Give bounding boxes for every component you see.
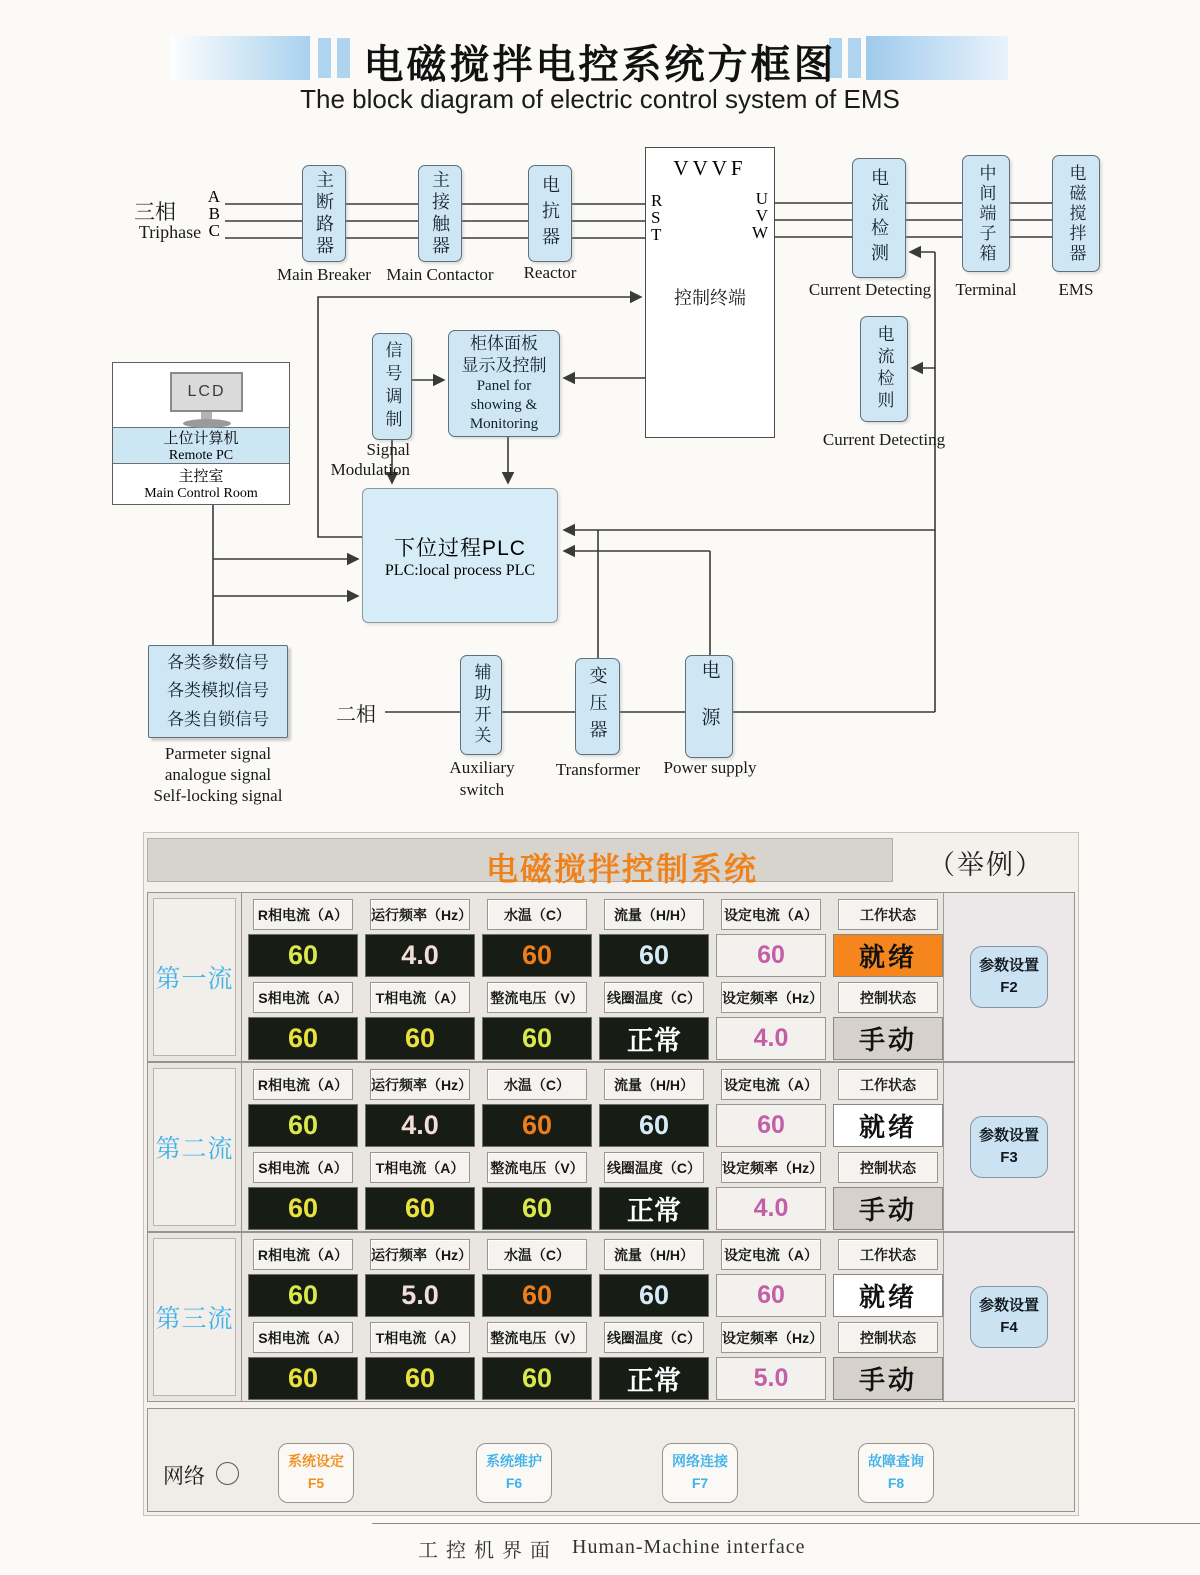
field-value: 60	[599, 1274, 709, 1317]
fkey-label: 系统设定	[288, 1453, 344, 1470]
remote-pc-band	[113, 427, 289, 463]
control-room-label-en: Main Control Room	[144, 486, 258, 502]
hmi-column	[248, 893, 358, 1061]
current-detecting-box-2: 电流检则	[860, 316, 908, 422]
field-value: 60	[716, 934, 826, 977]
fkey-key: F6	[505, 1475, 523, 1491]
field-header: 设定频率（Hz）	[721, 982, 821, 1013]
hmi-column	[248, 1063, 358, 1231]
field-header: 水温（C）	[487, 1069, 587, 1100]
main-contactor-caption: Main Contactor	[386, 265, 494, 284]
terminal-box: 中间端子箱	[962, 155, 1010, 272]
param-set-fkey: F3	[1000, 1149, 1018, 1166]
field-value: 60	[482, 1274, 592, 1317]
field-header: 控制状态	[838, 982, 938, 1013]
field-header: 水温（C）	[487, 899, 587, 930]
field-header: 工作状态	[838, 1239, 938, 1270]
field-value: 60	[248, 1187, 358, 1230]
system-config-f5-button[interactable]	[278, 1443, 354, 1503]
flow-label: 第一流	[153, 898, 236, 1056]
fkey-label: 系统维护	[486, 1453, 542, 1470]
auxiliary-switch-box: 辅助开关	[460, 655, 502, 755]
field-header: 设定电流（A）	[721, 899, 821, 930]
hmi-column	[482, 893, 592, 1061]
hmi-column	[833, 1233, 943, 1401]
field-header: R相电流（A）	[253, 1069, 353, 1100]
local-process-plc-box	[362, 488, 558, 623]
field-header: 控制状态	[838, 1322, 938, 1353]
field-header: 运行频率（Hz）	[370, 899, 470, 930]
param-button-cell	[943, 893, 1074, 1061]
main-breaker-caption: Main Breaker	[277, 265, 371, 284]
field-value: 60	[248, 1274, 358, 1317]
field-value: 60	[365, 1017, 475, 1060]
field-header: S相电流（A）	[253, 1152, 353, 1183]
hmi-column	[365, 893, 475, 1061]
current-detecting-caption-2: Current Detecting	[822, 430, 946, 449]
work-status-value: 就绪	[833, 1104, 943, 1147]
cabinet-panel-text-en1: Panel for	[476, 378, 532, 395]
hmi-column	[716, 893, 826, 1061]
transformer-caption: Transformer	[555, 760, 641, 779]
field-header: 流量（H/H）	[604, 1239, 704, 1270]
main-contactor-box: 主接触器	[418, 165, 462, 262]
auxiliary-switch-caption-1: Auxiliary	[449, 758, 515, 777]
network-connect-f7-button[interactable]	[662, 1443, 738, 1503]
signal-modulation-caption-1: Signal	[366, 440, 410, 459]
flow-label-cell	[148, 893, 242, 1061]
lcd-base	[183, 419, 231, 428]
ems-stirrer-box: 电磁搅拌器	[1052, 155, 1100, 272]
cabinet-panel-text-cn1: 柜体面板	[470, 334, 538, 354]
signals-caption-1: Parmeter signal	[164, 744, 272, 763]
remote-pc-label-cn: 上位计算机	[163, 429, 239, 447]
page-caption-cn: 工控机界面	[418, 1540, 558, 1562]
page-title-en: The block diagram of electric control system of EMS	[300, 84, 900, 114]
field-header: 整流电压（V）	[487, 982, 587, 1013]
vvvf-input-s: S	[651, 208, 661, 227]
lcd-screen: LCD	[170, 372, 243, 412]
field-header: 整流电压（V）	[487, 1152, 587, 1183]
control-room-band	[113, 463, 289, 504]
field-value: 60	[248, 1017, 358, 1060]
field-header: 设定频率（Hz）	[721, 1322, 821, 1353]
main-breaker-box: 主断路器	[302, 165, 346, 262]
field-header: S相电流（A）	[253, 1322, 353, 1353]
phase-b-label: B	[208, 204, 220, 223]
phase-c-label: C	[208, 221, 220, 240]
power-supply-box: 电源	[685, 655, 733, 758]
field-value: 60	[365, 1357, 475, 1400]
param-set-f4-button[interactable]	[970, 1286, 1048, 1348]
current-detecting-caption-1: Current Detecting	[808, 280, 932, 299]
terminal-caption: Terminal	[955, 280, 1017, 299]
hmi-flow-row-1	[147, 892, 1075, 1062]
hmi-flow-row-2	[147, 1062, 1075, 1232]
hmi-column	[599, 1233, 709, 1401]
cabinet-panel-text-cn2: 显示及控制	[461, 356, 547, 376]
fkey-key: F7	[691, 1475, 709, 1491]
field-value: 60	[482, 1104, 592, 1147]
hmi-column	[716, 1233, 826, 1401]
vvvf-output-u: U	[755, 189, 768, 208]
param-set-label: 参数设置	[978, 956, 1039, 974]
field-value: 60	[482, 1187, 592, 1230]
field-value: 4.0	[365, 934, 475, 977]
signals-line-1: 各类参数信号	[167, 653, 269, 673]
caption-divider	[372, 1523, 1200, 1524]
vvvf-input-t: T	[651, 225, 662, 244]
signals-line-2: 各类模拟信号	[167, 681, 269, 701]
page-caption-en: Human-Machine interface	[572, 1536, 806, 1558]
fkey-label: 网络连接	[672, 1453, 728, 1470]
hmi-column	[599, 1063, 709, 1231]
control-status-value: 手动	[833, 1017, 943, 1060]
param-set-fkey: F4	[1000, 1319, 1018, 1336]
field-value: 5.0	[716, 1357, 826, 1400]
control-room-label-cn: 主控室	[178, 468, 224, 486]
hmi-column	[833, 893, 943, 1061]
field-value: 60	[248, 1104, 358, 1147]
vvvf-control-terminal-label: 控制终端	[674, 288, 746, 308]
hmi-column	[482, 1063, 592, 1231]
param-button-cell	[943, 1233, 1074, 1401]
ems-caption: EMS	[1058, 280, 1094, 299]
field-header: 运行频率（Hz）	[370, 1239, 470, 1270]
flow-label: 第二流	[153, 1068, 236, 1226]
field-value: 60	[599, 934, 709, 977]
vvvf-output-v: V	[755, 206, 768, 225]
field-value: 60	[248, 934, 358, 977]
field-header: 工作状态	[838, 1069, 938, 1100]
field-value: 正常	[599, 1017, 709, 1060]
field-header: 整流电压（V）	[487, 1322, 587, 1353]
hmi-column	[833, 1063, 943, 1231]
signals-caption-3: Self-locking signal	[153, 786, 283, 805]
field-header: R相电流（A）	[253, 899, 353, 930]
flow-label-cell	[148, 1233, 242, 1401]
field-header: 运行频率（Hz）	[370, 1069, 470, 1100]
field-header: 线圈温度（C）	[604, 1322, 704, 1353]
cabinet-panel-text-en3: Monitoring	[469, 415, 539, 432]
field-header: 工作状态	[838, 899, 938, 930]
field-value: 60	[365, 1187, 475, 1230]
hmi-column	[365, 1063, 475, 1231]
field-header: R相电流（A）	[253, 1239, 353, 1270]
param-set-label: 参数设置	[978, 1296, 1039, 1314]
remote-pc-block	[112, 362, 290, 505]
param-set-f3-button[interactable]	[970, 1116, 1048, 1178]
hmi-column	[599, 893, 709, 1061]
network-label: 网络	[163, 1465, 205, 1488]
work-status-value: 就绪	[833, 934, 943, 977]
vvvf-title: VVVF	[673, 156, 747, 180]
fault-query-f8-button[interactable]	[858, 1443, 934, 1503]
field-value: 60	[482, 1357, 592, 1400]
triphase-label-en: Triphase	[138, 222, 202, 242]
hmi-column	[716, 1063, 826, 1231]
field-header: T相电流（A）	[370, 1152, 470, 1183]
control-status-value: 手动	[833, 1187, 943, 1230]
vvvf-output-w: W	[751, 223, 768, 242]
power-supply-caption: Power supply	[663, 758, 757, 777]
field-header: 控制状态	[838, 1152, 938, 1183]
signals-line-3: 各类自锁信号	[167, 709, 269, 729]
field-header: T相电流（A）	[370, 1322, 470, 1353]
field-value: 60	[482, 934, 592, 977]
hmi-column	[248, 1233, 358, 1401]
field-header: 设定电流（A）	[721, 1069, 821, 1100]
field-header: 流量（H/H）	[604, 899, 704, 930]
reactor-box: 电抗器	[528, 165, 572, 262]
field-header: 设定电流（A）	[721, 1239, 821, 1270]
reactor-caption: Reactor	[523, 263, 577, 282]
hmi-title-bar	[147, 838, 893, 887]
auxiliary-switch-caption-2: switch	[459, 780, 505, 799]
field-value: 60	[716, 1104, 826, 1147]
system-maintain-f6-button[interactable]	[476, 1443, 552, 1503]
cabinet-panel-box	[448, 330, 560, 437]
hmi-flow-row-3	[147, 1232, 1075, 1402]
lcd-monitor-icon	[113, 363, 289, 427]
field-value: 60	[716, 1274, 826, 1317]
field-value: 4.0	[716, 1017, 826, 1060]
field-header: 设定频率（Hz）	[721, 1152, 821, 1183]
cabinet-panel-text-en2: showing &	[470, 397, 538, 414]
work-status-value: 就绪	[833, 1274, 943, 1317]
param-set-f2-button[interactable]	[970, 946, 1048, 1008]
field-header: S相电流（A）	[253, 982, 353, 1013]
param-set-fkey: F2	[1000, 979, 1018, 996]
field-header: 线圈温度（C）	[604, 1152, 704, 1183]
signal-modulation-box: 信号调制	[372, 333, 412, 440]
signal-modulation-caption-2: Modulation	[330, 460, 410, 479]
field-value: 正常	[599, 1187, 709, 1230]
param-set-label: 参数设置	[978, 1126, 1039, 1144]
plc-label-en: PLC:local process PLC	[384, 561, 536, 579]
plc-label-cn: 下位过程PLC	[394, 536, 526, 560]
fkey-label: 故障查询	[868, 1453, 924, 1470]
field-value: 正常	[599, 1357, 709, 1400]
flow-label: 第三流	[153, 1238, 236, 1396]
transformer-box: 变压器	[575, 658, 620, 755]
flow-label-cell	[148, 1063, 242, 1231]
vvvf-input-r: R	[651, 191, 663, 210]
field-value: 4.0	[716, 1187, 826, 1230]
control-status-value: 手动	[833, 1357, 943, 1400]
hmi-column	[365, 1233, 475, 1401]
page-title-cn: 电磁搅拌电控系统方框图	[363, 43, 837, 87]
signals-box	[148, 645, 288, 738]
remote-pc-label-en: Remote PC	[168, 447, 234, 463]
triphase-label-cn: 三相	[134, 201, 176, 224]
field-value: 60	[482, 1017, 592, 1060]
param-button-cell	[943, 1063, 1074, 1231]
biphase-label: 二相	[336, 704, 376, 726]
field-value: 60	[248, 1357, 358, 1400]
hmi-column	[482, 1233, 592, 1401]
hmi-example-note: （举例）	[928, 850, 1044, 880]
fkey-key: F8	[887, 1475, 905, 1491]
hmi-title: 电磁搅拌控制系统	[486, 851, 759, 887]
field-header: 水温（C）	[487, 1239, 587, 1270]
phase-a-label: A	[207, 187, 220, 206]
field-value: 4.0	[365, 1104, 475, 1147]
field-value: 5.0	[365, 1274, 475, 1317]
network-indicator-icon	[216, 1462, 239, 1485]
field-value: 60	[599, 1104, 709, 1147]
fkey-key: F5	[307, 1475, 325, 1491]
field-header: 线圈温度（C）	[604, 982, 704, 1013]
field-header: T相电流（A）	[370, 982, 470, 1013]
field-header: 流量（H/H）	[604, 1069, 704, 1100]
signals-caption-2: analogue signal	[164, 765, 272, 784]
current-detecting-box-1: 电流检测	[852, 158, 906, 278]
